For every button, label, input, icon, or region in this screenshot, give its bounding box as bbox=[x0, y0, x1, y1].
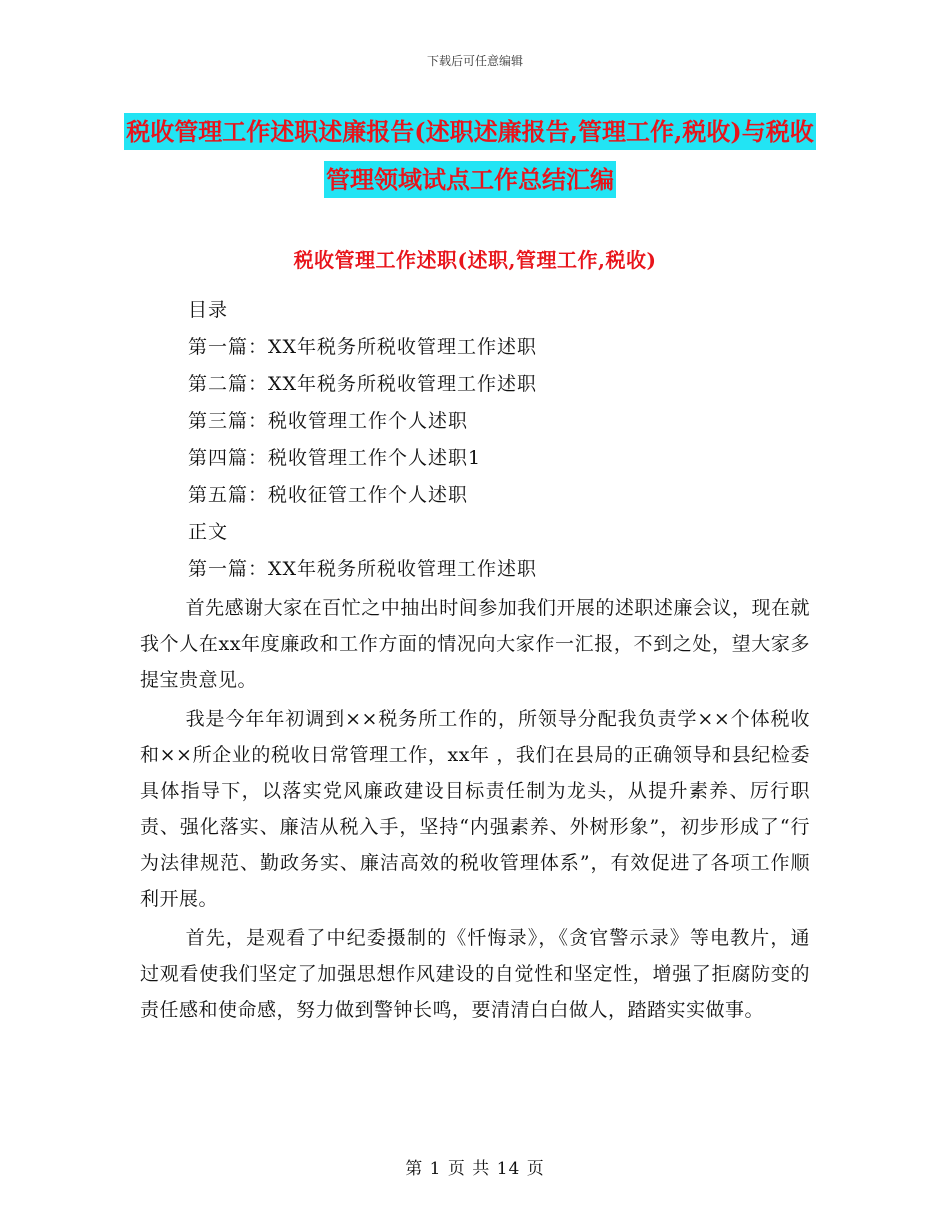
body-text bbox=[140, 590, 810, 1031]
header-note: 下载后可任意编辑 bbox=[426, 54, 523, 68]
toc-item-4: 第四篇：税收管理工作个人述职1 bbox=[188, 447, 482, 469]
chapter-heading: 第一篇：XX年税务所税收管理工作述职 bbox=[188, 558, 538, 580]
paragraph-2: 我是今年年初调到××税务所工作的，所领导分配我负责学××个体税收和××所企业的税收日常管理工作，xx年 ，我们在县局的正确领导和县纪检委具体指导下，以落实党风廉政建设目标责任制为龙头，从提升素养、厉行职责、强化落实、廉洁从税入手，坚持“内强素养、外树形象”，初步形成了“行为法律规范、勤政务实、廉洁高效的税收管理体系”，有效促进了各项工作顺利开展。 bbox=[140, 708, 810, 910]
toc-heading: 目录 bbox=[188, 299, 229, 321]
toc-item-2: 第二篇：XX年税务所税收管理工作述职 bbox=[188, 373, 538, 395]
body-label: 正文 bbox=[188, 521, 229, 543]
section-subtitle: 税收管理工作述职(述职,管理工作,税收) bbox=[293, 248, 657, 272]
paragraph-1: 首先感谢大家在百忙之中抽出时间参加我们开展的述职述廉会议，现在就我个人在xx年度廉政和工作方面的情况向大家作一汇报，不到之处，望大家多提宝贵意见。 bbox=[140, 597, 810, 691]
page-number-footer: 第 1 页 共 14 页 bbox=[405, 1159, 545, 1179]
paragraph-3: 首先，是观看了中纪委摄制的《忏悔录》，《贪官警示录》等电教片，通过观看使我们坚定了加强思想作风建设的自觉性和坚定性，增强了拒腐防变的责任感和使命感，努力做到警钟长鸣，要清清白白做人，踏踏实实做事。 bbox=[140, 927, 810, 1021]
toc-item-3: 第三篇：税收管理工作个人述职 bbox=[188, 410, 469, 432]
table-of-contents bbox=[188, 292, 828, 588]
toc-item-1: 第一篇：XX年税务所税收管理工作述职 bbox=[188, 336, 538, 358]
title-highlight: 税收管理工作述职述廉报告(述职述廉报告,管理工作,税收)与税收管理领域试点工作总结汇编 bbox=[124, 113, 815, 198]
toc-item-5: 第五篇：税收征管工作个人述职 bbox=[188, 484, 469, 506]
document-title bbox=[120, 108, 820, 204]
